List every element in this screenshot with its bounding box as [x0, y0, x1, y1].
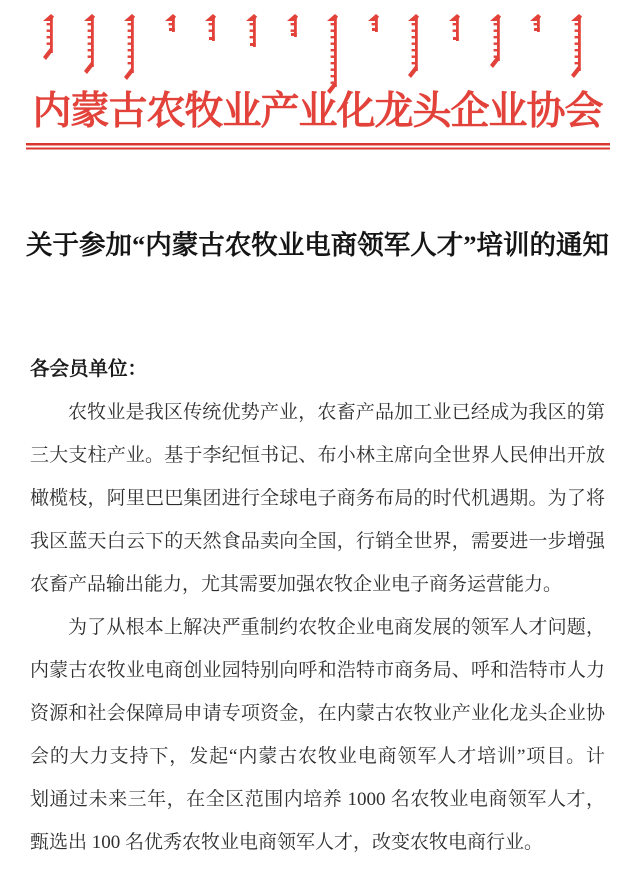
- body-line: 内蒙古农牧业电商创业园特别向呼和浩特市商务局、呼和浩特市人力: [30, 660, 605, 681]
- mongolian-glyph: [367, 14, 380, 43]
- mongolian-glyph: [286, 14, 299, 48]
- mongolian-glyph: [570, 14, 583, 82]
- document-title: 关于参加“内蒙古农牧业电商领军人才”培训的通知: [26, 230, 609, 260]
- mongolian-glyph: [164, 14, 177, 43]
- mongolian-glyph: [407, 14, 420, 82]
- mongolian-glyph: [123, 14, 136, 84]
- mongolian-glyph: [42, 14, 55, 64]
- body-line: 农畜产品输出能力，尤其需要加强农牧企业电子商务运营能力。: [30, 574, 563, 595]
- mongolian-glyph: [83, 14, 96, 78]
- body-line: 三大支柱产业。基于李纪恒书记、布小林主席向全世界人民伸出开放: [30, 445, 605, 466]
- mongolian-glyph: [529, 14, 542, 43]
- body-line: 划通过未来三年，在全区范围内培养 1000 名农牧业电商领军人才，: [30, 789, 605, 810]
- mongolian-glyph: [489, 14, 502, 72]
- mongolian-script-row: [42, 14, 583, 88]
- body-line: 我区蓝天白云下的天然食品卖向全国，行销全世界，需要进一步增强: [30, 531, 605, 552]
- mongolian-glyph: [245, 14, 258, 58]
- mongolian-glyph: [204, 14, 217, 52]
- body-line: 资源和社会保障局申请专项资金，在内蒙古农牧业产业化龙头企业协: [30, 703, 605, 724]
- body-line: 甄选出 100 名优秀农牧业电商领军人才，改变农牧电商行业。: [30, 832, 544, 853]
- organization-name-title: 内蒙古农牧业产业化龙头企业协会: [32, 90, 603, 133]
- body-line: 会的大力支持下，发起“内蒙古农牧业电商领军人才培训”项目。计: [30, 746, 605, 767]
- paragraph: [30, 606, 605, 864]
- body-line: 为了从根本上解决严重制约农牧企业电商发展的领军人才问题，: [68, 617, 605, 638]
- salutation: 各会员单位：: [30, 358, 148, 380]
- document-body: [30, 348, 605, 864]
- red-double-rule-divider: [26, 143, 610, 150]
- paragraph: [30, 391, 605, 606]
- body-line: 橄榄枝，阿里巴巴集团进行全球电子商务布局的时代机遇期。为了将: [30, 488, 605, 509]
- body-line: 农牧业是我区传统优势产业，农畜产品加工业已经成为我区的第: [68, 402, 605, 423]
- mongolian-glyph: [448, 14, 461, 52]
